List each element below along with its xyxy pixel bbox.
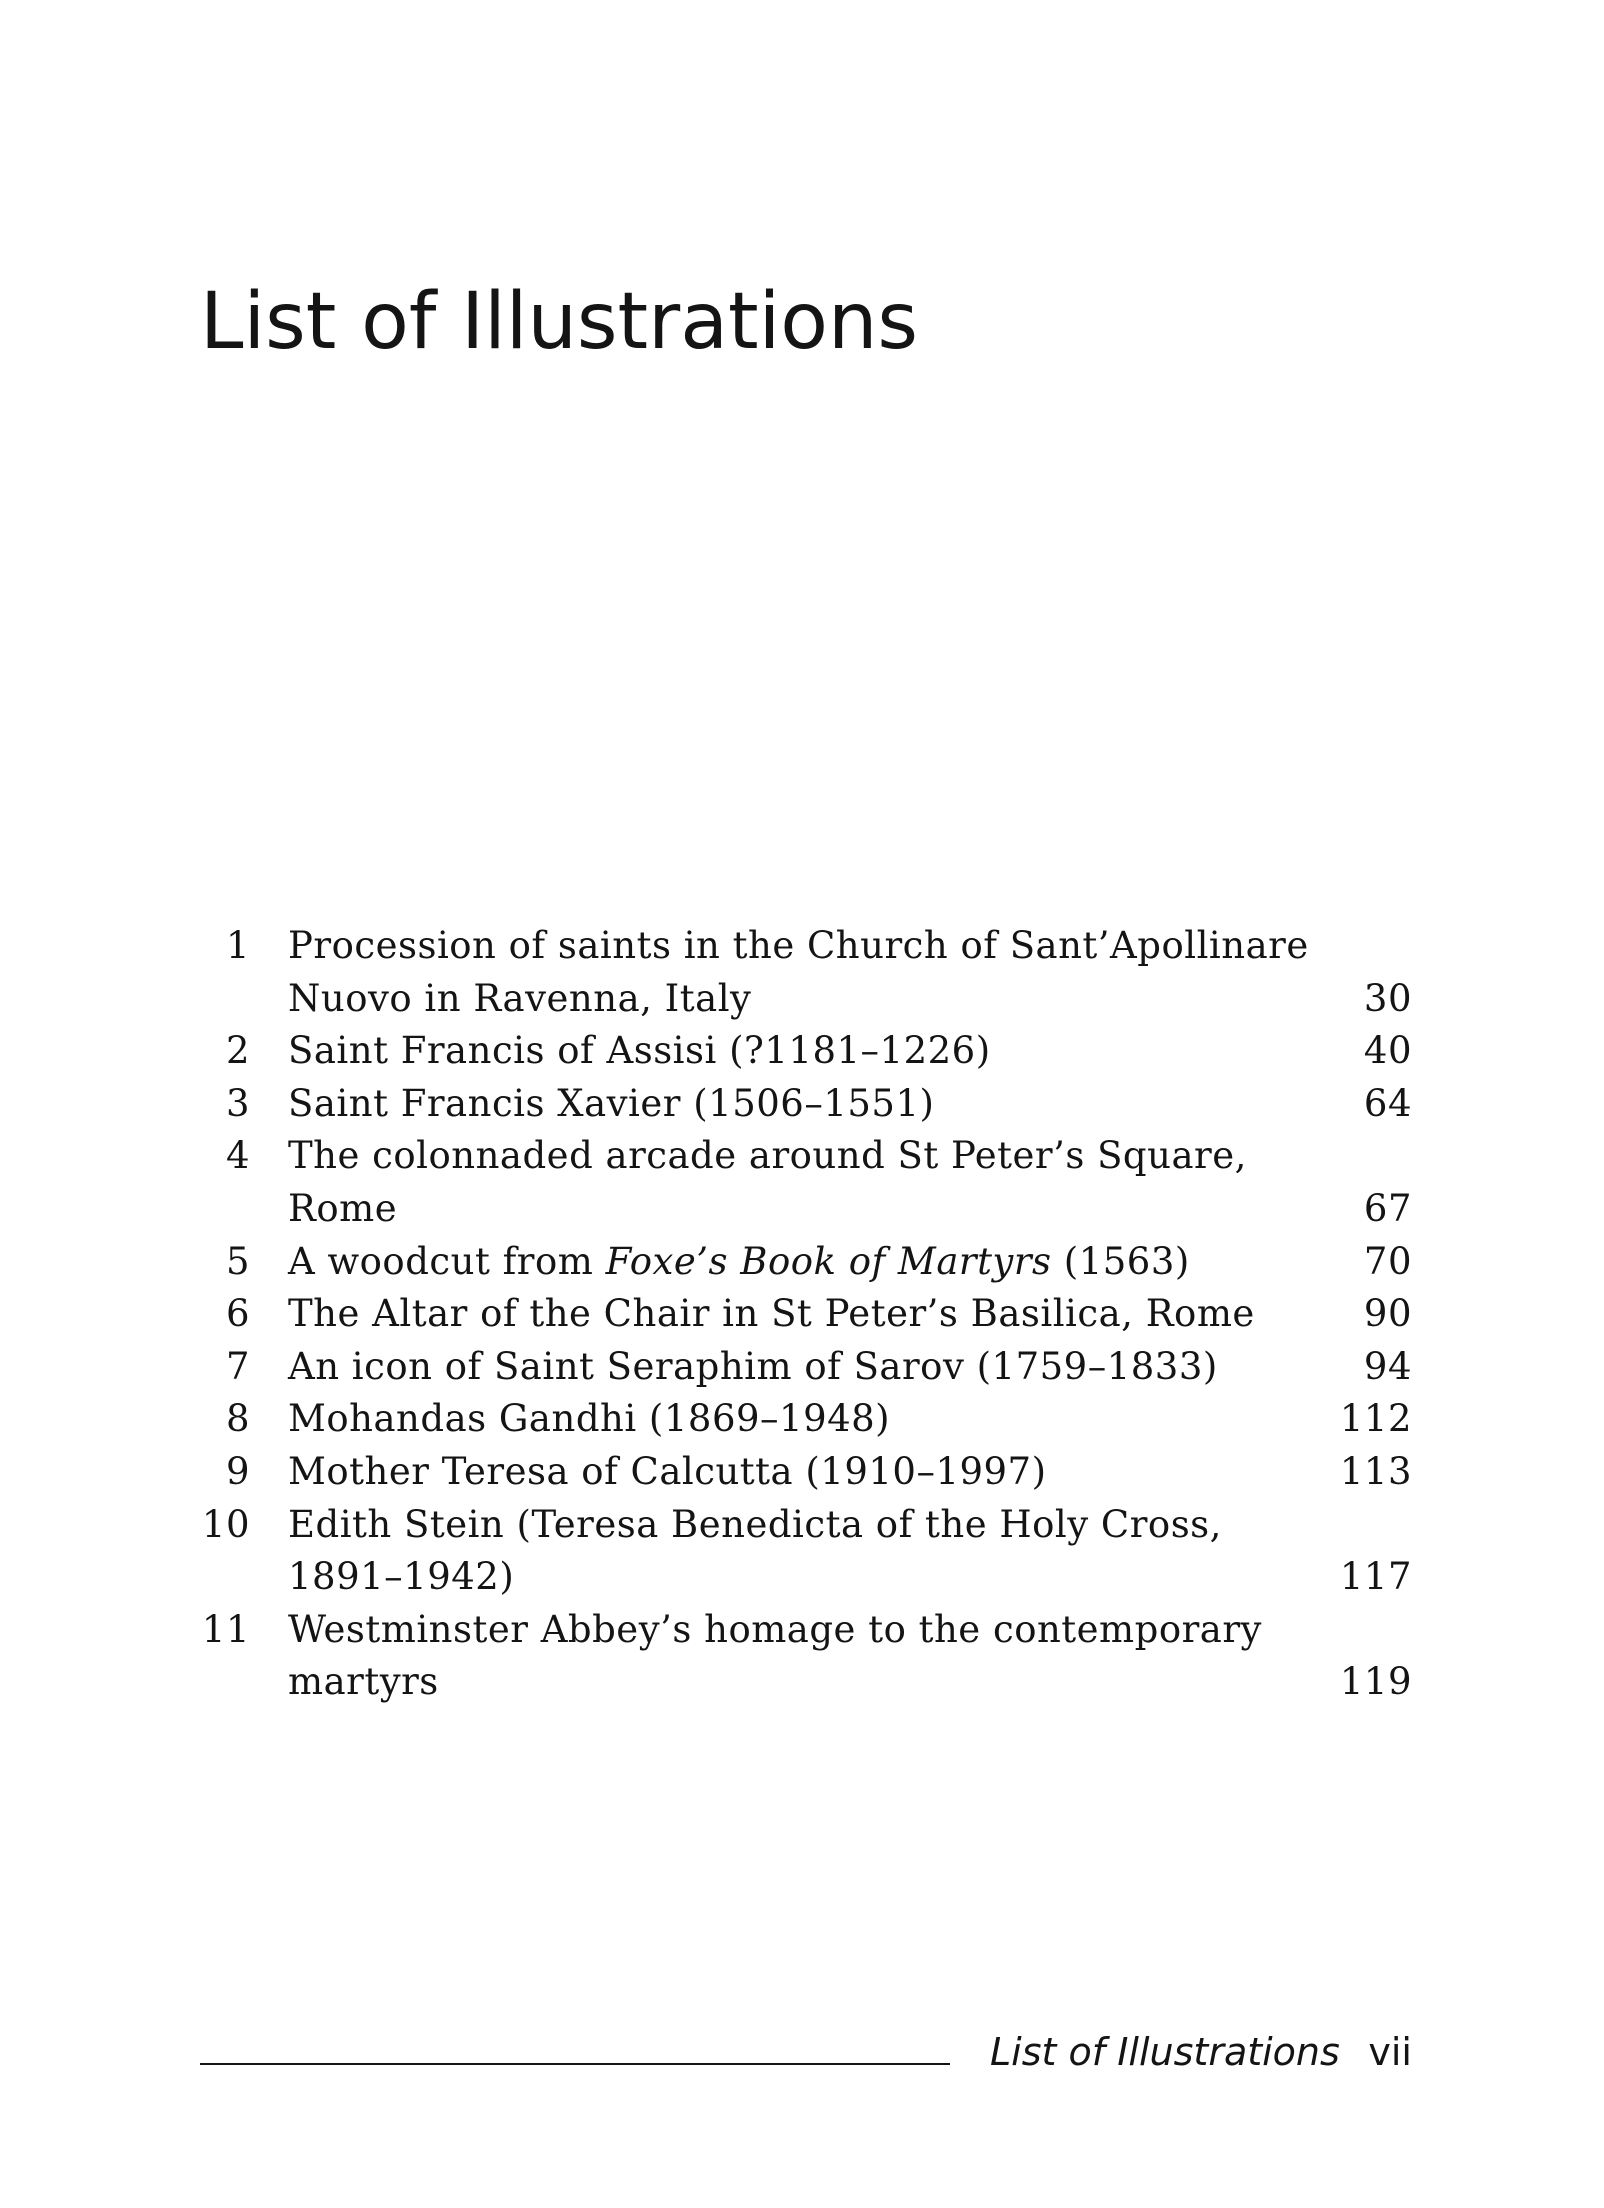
- running-title: List of Illustrations: [990, 2030, 1340, 2074]
- entry-number: 3: [225, 1081, 250, 1125]
- entry-caption: Mohandas Gandhi (1869–1948): [288, 1397, 891, 1441]
- list-item: [200, 1604, 1412, 1709]
- list-item: [200, 1288, 1412, 1341]
- entry-number: 10: [201, 1502, 250, 1546]
- entry-number: 2: [225, 1029, 250, 1073]
- list-item: [200, 1078, 1412, 1131]
- entry-number: 11: [201, 1607, 250, 1651]
- entry-number: 8: [225, 1397, 250, 1441]
- list-item: [200, 920, 1412, 1025]
- entry-page-number: 112: [1339, 1397, 1412, 1441]
- entry-page-number: 64: [1363, 1081, 1412, 1125]
- entry-page-number: 40: [1363, 1029, 1412, 1073]
- list-item: [200, 1025, 1412, 1078]
- entry-caption: Westminster Abbey’s homage to the contemporary martyrs: [288, 1607, 1262, 1704]
- entry-page-number: 113: [1339, 1449, 1412, 1493]
- entry-caption: Mother Teresa of Calcutta (1910–1997): [288, 1449, 1047, 1493]
- entry-page-number: 70: [1363, 1239, 1412, 1283]
- entry-caption: The Altar of the Chair in St Peter’s Basilica, Rome: [288, 1292, 1255, 1336]
- list-item: [200, 1446, 1412, 1499]
- entry-number: 5: [225, 1239, 250, 1283]
- entry-number: 6: [225, 1292, 250, 1336]
- entry-page-number: 67: [1363, 1186, 1412, 1230]
- page-number: vii: [1368, 2030, 1412, 2074]
- entry-page-number: 94: [1363, 1344, 1412, 1388]
- list-item: [200, 1393, 1412, 1446]
- illustrations-list: [200, 920, 1412, 1709]
- entry-page-number: 90: [1363, 1292, 1412, 1336]
- entry-caption-tail: (1563): [1051, 1239, 1190, 1283]
- entry-page-number: 30: [1363, 976, 1412, 1020]
- entry-number: 7: [225, 1344, 250, 1388]
- book-title: Foxe’s Book of Martyrs: [605, 1239, 1052, 1283]
- footer-rule: [200, 2063, 950, 2065]
- list-item: [200, 1499, 1412, 1604]
- entry-number: 9: [225, 1449, 250, 1493]
- list-item: [200, 1130, 1412, 1235]
- entry-caption: The colonnaded arcade around St Peter’s Square, Rome: [288, 1134, 1247, 1230]
- entry-caption: Saint Francis of Assisi (?1181–1226): [288, 1029, 991, 1073]
- list-item: [200, 1236, 1412, 1289]
- entry-caption: Saint Francis Xavier (1506–1551): [288, 1081, 935, 1125]
- list-item: [200, 1341, 1412, 1394]
- entry-page-number: 119: [1339, 1660, 1412, 1704]
- entry-number: 4: [225, 1134, 250, 1178]
- entry-caption: Edith Stein (Teresa Benedicta of the Holy Cross, 1891–1942): [288, 1502, 1222, 1599]
- entry-page-number: 117: [1339, 1555, 1412, 1599]
- entry-caption: An icon of Saint Seraphim of Sarov (1759–1833): [288, 1344, 1218, 1388]
- entry-caption: [250, 1236, 1322, 1289]
- page-title: List of Illustrations: [200, 277, 919, 367]
- entry-caption-lead: A woodcut from: [288, 1239, 606, 1283]
- entry-caption: Procession of saints in the Church of Sant’Apollinare Nuovo in Ravenna, Italy: [288, 924, 1309, 1020]
- entry-number: 1: [225, 924, 250, 967]
